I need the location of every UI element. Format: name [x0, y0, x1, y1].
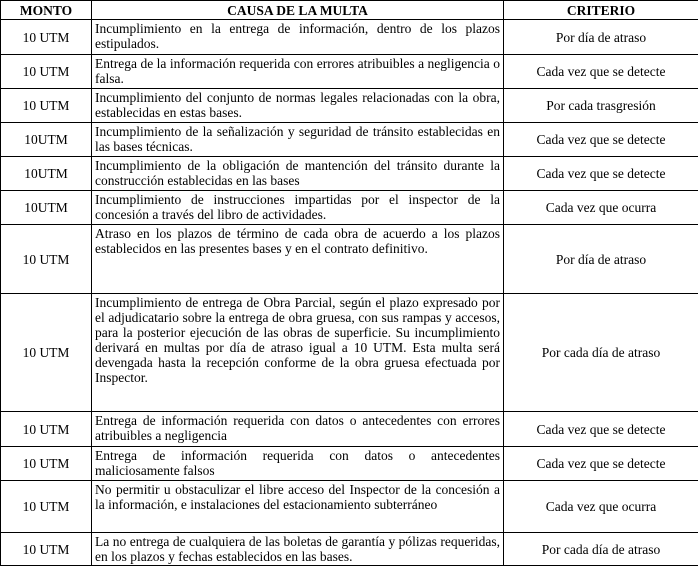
criterio-cell: Cada vez que se detecte: [504, 55, 698, 89]
table-row: [1, 481, 698, 533]
causa-cell: Atraso en los plazos de término de cada obra de acuerdo a los plazos establecidos en las presentes bases y en el contrato definitivo.: [92, 225, 504, 294]
causa-cell: Incumplimiento del conjunto de normas legales relacionadas con la obra, establecidas en estas bases.: [92, 89, 504, 123]
causa-cell: Incumplimiento en la entrega de información, dentro de los plazos estipulados.: [92, 20, 504, 55]
criterio-cell: Cada vez que se detecte: [504, 123, 698, 157]
header-row: [1, 1, 698, 20]
header-monto: MONTO: [1, 1, 92, 20]
monto-cell: 10 UTM: [1, 412, 92, 447]
monto-cell: 10 UTM: [1, 481, 92, 533]
monto-cell: 10 UTM: [1, 89, 92, 123]
criterio-cell: Cada vez que se detecte: [504, 447, 698, 481]
causa-cell: La no entrega de cualquiera de las boletas de garantía y pólizas requeridas, en los plazos y fechas establecidos en las bases.: [92, 533, 504, 566]
criterio-cell: Por cada día de atraso: [504, 294, 698, 412]
criterio-cell: Cada vez que se detecte: [504, 412, 698, 447]
monto-cell: 10UTM: [1, 157, 92, 191]
table-row: [1, 447, 698, 481]
monto-cell: 10 UTM: [1, 20, 92, 55]
causa-cell: Incumplimiento de instrucciones impartidas por el inspector de la concesión a través del libro de actividades.: [92, 191, 504, 225]
monto-cell: 10 UTM: [1, 533, 92, 566]
monto-cell: 10 UTM: [1, 225, 92, 294]
criterio-cell: Cada vez que ocurra: [504, 481, 698, 533]
criterio-cell: Por cada trasgresión: [504, 89, 698, 123]
monto-cell: 10 UTM: [1, 55, 92, 89]
criterio-cell: Por día de atraso: [504, 225, 698, 294]
causa-cell: Entrega de información requerida con datos o antecedentes con errores atribuibles a negligencia: [92, 412, 504, 447]
monto-cell: 10 UTM: [1, 447, 92, 481]
criterio-cell: Cada vez que ocurra: [504, 191, 698, 225]
causa-cell: Incumplimiento de la obligación de mantención del tránsito durante la construcción establecidas en las bases: [92, 157, 504, 191]
table-row: [1, 225, 698, 294]
table-row: [1, 294, 698, 412]
criterio-cell: Por día de atraso: [504, 20, 698, 55]
header-criterio: CRITERIO: [504, 1, 698, 20]
causa-cell: Incumplimiento de la señalización y seguridad de tránsito establecidas en las bases técnicas.: [92, 123, 504, 157]
table-row: [1, 55, 698, 89]
causa-cell: Incumplimiento de entrega de Obra Parcial, según el plazo expresado por el adjudicatario sobre la entrega de obra gruesa, con sus rampas y accesos, para la posterior ejecución de las obras de superficie. Su incumplimiento derivará en multas por día de atraso igual a 10 UTM. Esta multa será devengada hasta la recepción conforme de la obra gruesa efectuada por Inspector.: [92, 294, 504, 412]
table-row: [1, 20, 698, 55]
table-row: [1, 123, 698, 157]
criterio-cell: Cada vez que se detecte: [504, 157, 698, 191]
monto-cell: 10UTM: [1, 123, 92, 157]
table-row: [1, 157, 698, 191]
table-row: [1, 533, 698, 566]
causa-cell: Entrega de la información requerida con errores atribuibles a negligencia o falsa.: [92, 55, 504, 89]
monto-cell: 10UTM: [1, 191, 92, 225]
causa-cell: Entrega de información requerida con datos o antecedentes maliciosamente falsos: [92, 447, 504, 481]
causa-cell: No permitir u obstaculizar el libre acceso del Inspector de la concesión a la información, e instalaciones del estacionamiento subterráneo: [92, 481, 504, 533]
table-row: [1, 89, 698, 123]
header-causa: CAUSA DE LA MULTA: [92, 1, 504, 20]
monto-cell: 10 UTM: [1, 294, 92, 412]
table-row: [1, 191, 698, 225]
criterio-cell: Por cada día de atraso: [504, 533, 698, 566]
table-row: [1, 412, 698, 447]
